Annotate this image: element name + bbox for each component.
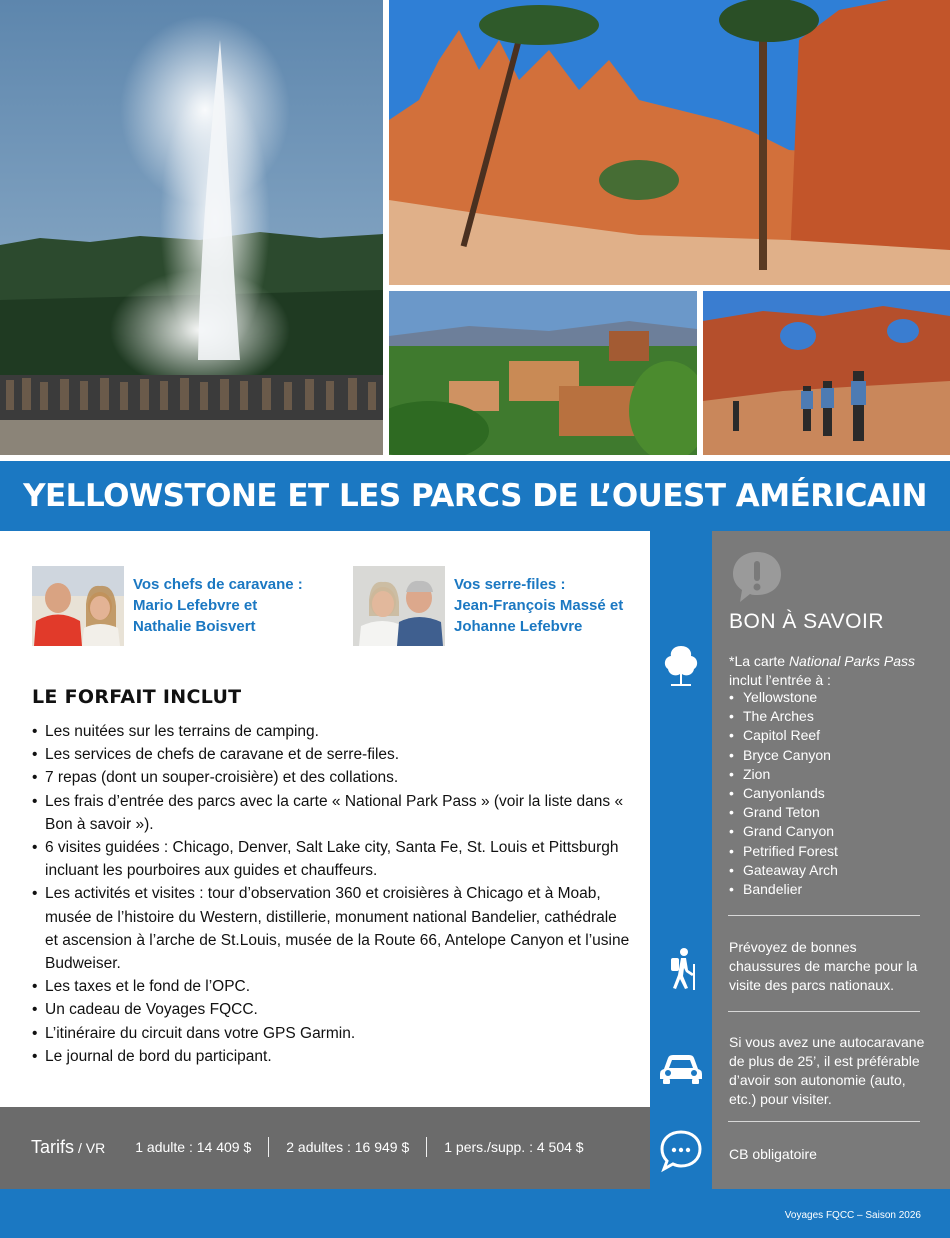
list-item: • Les services de chefs de caravane et de serre-files. bbox=[32, 743, 632, 766]
price-single: 1 adulte : 14 409 $ bbox=[135, 1139, 252, 1155]
included-list bbox=[32, 720, 632, 1068]
list-item: • 6 visites guidées : Chicago, Denver, Salt Lake city, Santa Fe, St. Louis et Pittsburgh incluant les pourboires aux guides et chauffeurs. bbox=[32, 836, 632, 882]
list-item: • Zion bbox=[729, 765, 838, 784]
car-icon bbox=[656, 1041, 706, 1091]
tail-end-leaders bbox=[353, 566, 623, 646]
shoes-note: Prévoyez de bonnes chaussures de marche pour la visite des parcs nationaux. bbox=[729, 939, 918, 993]
cb-note: CB obligatoire bbox=[729, 1146, 817, 1162]
list-item: • Un cadeau de Voyages FQCC. bbox=[32, 998, 632, 1021]
bon-a-savoir-heading: BON À SAVOIR bbox=[729, 610, 884, 633]
list-item: • Les activités et visites : tour d’observation 360 et croisières à Chicago et à Moab, musée de l’histoire du Western, distillerie, monument national Bandelier, cathédrale et ascension à l’arche de St.Louis, musée de la Route 66, Antelope Canyon et l’usine Budweiser. bbox=[32, 882, 632, 975]
list-item: • Les taxes et le fond de l’OPC. bbox=[32, 975, 632, 998]
adobe-village-photo bbox=[389, 291, 697, 455]
list-item: • Bandelier bbox=[729, 880, 838, 899]
leader-name: Johanne Lefebvre bbox=[454, 618, 583, 635]
tariffs-unit: / VR bbox=[78, 1140, 106, 1156]
list-item: • Petrified Forest bbox=[729, 842, 838, 861]
alert-bubble-icon bbox=[728, 548, 786, 606]
bon-a-savoir-panel bbox=[712, 531, 950, 1189]
footer bbox=[0, 1189, 950, 1238]
list-item: • Les frais d’entrée des parcs avec la carte « National Park Pass » (voir la liste dans « Bon à savoir »). bbox=[32, 790, 632, 836]
list-item: • L’itinéraire du circuit dans votre GPS Garmin. bbox=[32, 1022, 632, 1045]
list-item: • Gateaway Arch bbox=[729, 861, 838, 880]
price-double: 2 adultes : 16 949 $ bbox=[286, 1139, 410, 1155]
tree-icon bbox=[656, 640, 706, 690]
hikers-arch-photo bbox=[703, 291, 950, 455]
geyser-photo bbox=[0, 0, 383, 455]
list-item: • 7 repas (dont un souper-croisière) et des collations. bbox=[32, 766, 632, 789]
tail-end-portrait bbox=[353, 566, 445, 646]
divider bbox=[728, 915, 920, 916]
divider bbox=[426, 1137, 427, 1157]
title-band bbox=[0, 461, 950, 531]
motorhome-note: Si vous avez une autocaravane de plus de 25’, il est préférable d’avoir son autonomie (auto, etc.) pour visiter. bbox=[729, 1034, 925, 1107]
divider bbox=[728, 1121, 920, 1122]
chat-icon bbox=[656, 1126, 706, 1176]
list-item: • The Arches bbox=[729, 707, 838, 726]
list-item: • Grand Canyon bbox=[729, 822, 838, 841]
list-item: • Canyonlands bbox=[729, 784, 838, 803]
main-content bbox=[0, 531, 650, 1107]
parks-list bbox=[729, 688, 838, 899]
caravan-leaders bbox=[32, 566, 303, 646]
divider bbox=[268, 1137, 269, 1157]
list-item: • Grand Teton bbox=[729, 803, 838, 822]
list-item: • Le journal de bord du participant. bbox=[32, 1045, 632, 1068]
divider bbox=[728, 1011, 920, 1012]
pass-name: National Parks Pass bbox=[788, 653, 915, 669]
page-title: YELLOWSTONE ET LES PARCS DE L’OUEST AMÉRICAIN bbox=[23, 478, 927, 514]
leader-name: Mario Lefebvre et bbox=[133, 597, 258, 614]
hoodoo-canyon-photo bbox=[389, 0, 950, 285]
tariffs-label: Tarifs bbox=[31, 1136, 75, 1157]
leaders-portrait bbox=[32, 566, 124, 646]
footer-credit: Voyages FQCC – Saison 2026 bbox=[784, 1210, 921, 1221]
forfait-heading: LE FORFAIT INCLUT bbox=[32, 686, 242, 708]
tariffs-bar bbox=[0, 1107, 650, 1189]
list-item: • Bryce Canyon bbox=[729, 746, 838, 765]
list-item: • Yellowstone bbox=[729, 688, 838, 707]
hiker-icon bbox=[656, 944, 706, 994]
leader-name: Jean-François Massé et bbox=[454, 597, 624, 614]
leader-role: Vos serre-files : bbox=[454, 576, 566, 593]
leader-role: Vos chefs de caravane : bbox=[133, 576, 303, 593]
list-item: • Les nuitées sur les terrains de camping. bbox=[32, 720, 632, 743]
price-extra-person: 1 pers./supp. : 4 504 $ bbox=[444, 1139, 584, 1155]
list-item: • Capitol Reef bbox=[729, 726, 838, 745]
leader-name: Nathalie Boisvert bbox=[133, 618, 256, 635]
pass-intro: *La carte National Parks Pass inclut l’entrée à : bbox=[729, 653, 915, 688]
